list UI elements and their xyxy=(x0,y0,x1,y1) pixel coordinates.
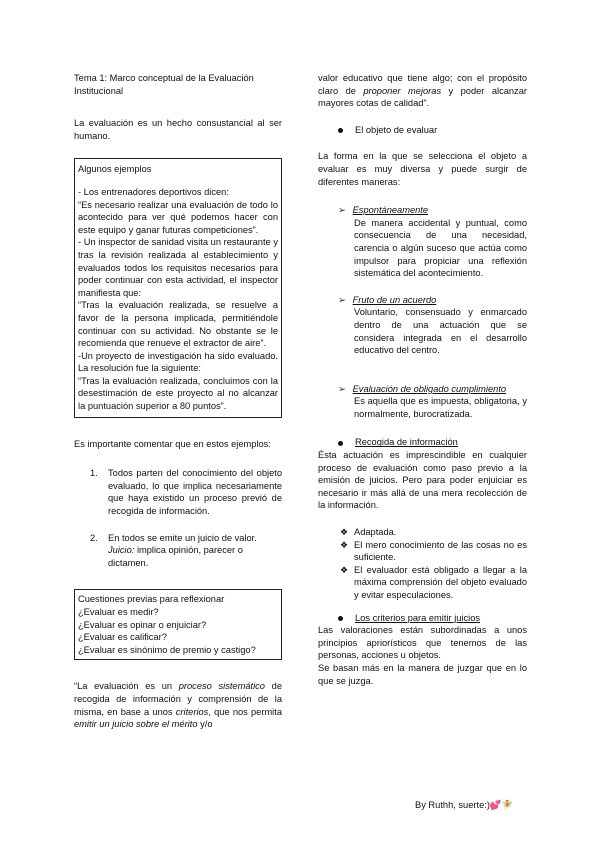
bullet-icon xyxy=(338,128,343,133)
example-line: - Un inspector de sanidad visita un restaurante y tras la revisión realizada al establecimiento y evaluados todos los requisitos necesarios para poder continuar con esta actividad, el inspector manifiesta que: xyxy=(78,237,278,298)
definition-text: “La evaluación es un proceso sistemático de recogida de información y comprensión de la misma, en base a unos criterios, que nos permita emitir un juicio sobre el mérito y/o xyxy=(74,681,283,730)
way-item xyxy=(318,204,527,280)
criteria-text-2: Se basan más en la manera de juzgar que en lo que se juzga. xyxy=(318,662,527,686)
way-text: De manera accidental y puntual, como consecuencia de una necesidad, carencia o algún suceso que actúa como impulsor para propiciar una reflexión sistemática del acontecimiento. xyxy=(354,217,527,279)
way-text: Es aquella que es impuesta, obligatoria, y normalmente, burocratizada. xyxy=(354,396,527,419)
questions-heading: Cuestiones previas para reflexionar xyxy=(78,594,225,605)
arrow-icon: ➢ xyxy=(338,294,346,305)
way-item xyxy=(318,294,527,357)
diamond-item: ❖ El evaluador está obligado a llegar a la máxima comprensión del objeto evaluado y evitar especulaciones. xyxy=(340,564,527,600)
criteria-bullet: Los criterios para emitir juicios xyxy=(318,612,527,625)
example-line: - Los entrenadores deportivos dicen: xyxy=(78,186,229,197)
way-text: Voluntario, consensuado y enmarcado dentro de una actuación que se considera integrada en el desarrollo educativo del centro. xyxy=(354,307,527,356)
arrow-icon: ➢ xyxy=(338,205,346,216)
examples-box xyxy=(74,158,282,417)
item-number: 1. xyxy=(90,468,98,479)
questions-box xyxy=(74,589,282,660)
diamond-icon: ❖ xyxy=(340,527,349,538)
numbered-item-1 xyxy=(74,467,282,517)
item-text: Todos parten del conocimiento del objeto evaluado, lo que implica necesariamente que haya existido un proceso previó de recogida de información. xyxy=(108,468,282,517)
example-line: -Un proyecto de investigación ha sido evaluado. La resolución fue la siguiente: xyxy=(78,350,278,374)
right-column xyxy=(318,72,527,687)
info-text: Ésta actuación es imprescindible en cualquier proceso de evaluación como paso previo a la emisión de juicios. Pero para poder enjuiciar es necesario ir más allá de una mera recolección de la información. xyxy=(318,450,527,511)
way-title: Espontáneamente xyxy=(352,205,429,216)
example-line: “Tras la evaluación realizada, se resuelve a favor de la persona implicada, permitiéndole continuar con su actividad. No obstante se le recomienda que renueve el extractor de aire”. xyxy=(78,300,278,349)
juicio-term: Juicio: xyxy=(108,545,135,556)
example-line: “Tras la evaluación realizada, concluimos con la desestimación de este proyecto al no alcanzar la puntuación superior a 80 puntos”. xyxy=(78,375,278,412)
way-title: Fruto de un acuerdo xyxy=(352,294,437,305)
arrow-icon: ➢ xyxy=(338,383,346,394)
item-number: 2. xyxy=(90,532,98,543)
bullet-icon xyxy=(338,441,343,446)
signature: By Ruthh, suerte:)💕🧚 xyxy=(415,800,514,810)
object-bullet: El objeto de evaluar xyxy=(318,124,527,137)
left-column xyxy=(74,72,282,731)
diamond-item: ❖ El mero conocimiento de las cosas no es suficiente. xyxy=(340,539,527,563)
question-item: ¿Evaluar es sinónimo de premio y castigo? xyxy=(78,644,256,655)
diamond-icon: ❖ xyxy=(340,564,349,575)
bullet-icon xyxy=(338,616,343,621)
diamond-icon: ❖ xyxy=(340,539,349,550)
important-text: Es importante comentar que en estos ejemplos: xyxy=(74,438,271,449)
examples-heading: Algunos ejemplos xyxy=(78,164,152,175)
question-item: ¿Evaluar es medir? xyxy=(78,607,159,617)
doc-title: Tema 1: Marco conceptual de la Evaluación Institucional xyxy=(74,73,254,96)
question-item: ¿Evaluar es opinar o enjuiciar? xyxy=(78,619,207,630)
diamond-item: ❖ Adaptada. xyxy=(340,527,397,538)
criteria-text: Las valoraciones están subordinadas a unos principios apriorísticos que tenemos de las personas, acciones u objetos. xyxy=(318,625,527,661)
example-line: “Es necesario realizar una evaluación de todo lo acontecido para ver qué podemos hacer con este equipo y ganar futuras competiciones”. xyxy=(78,199,278,235)
item-text: En todos se emite un juicio de valor. Juicio: implica opinión, parecer o dictamen. xyxy=(108,532,257,568)
question-item: ¿Evaluar es calificar? xyxy=(78,632,167,643)
info-bullet: Recogida de información xyxy=(318,436,527,449)
way-item xyxy=(318,383,527,421)
definition-continuation: valor educativo que tiene algo; con el propósito claro de proponer mejoras y poder alcanzar mayores cotas de calidad”. xyxy=(318,73,527,109)
numbered-item-2 xyxy=(74,532,282,570)
object-text: La forma en la que se selecciona el objeto a evaluar es muy diversa y puede surgir de diferentes maneras: xyxy=(318,151,527,187)
intro-text: La evaluación es un hecho consustancial al ser humano. xyxy=(74,118,282,141)
diamond-list xyxy=(318,526,527,602)
way-title: Evaluación de obligado cumplimiento xyxy=(352,383,507,394)
